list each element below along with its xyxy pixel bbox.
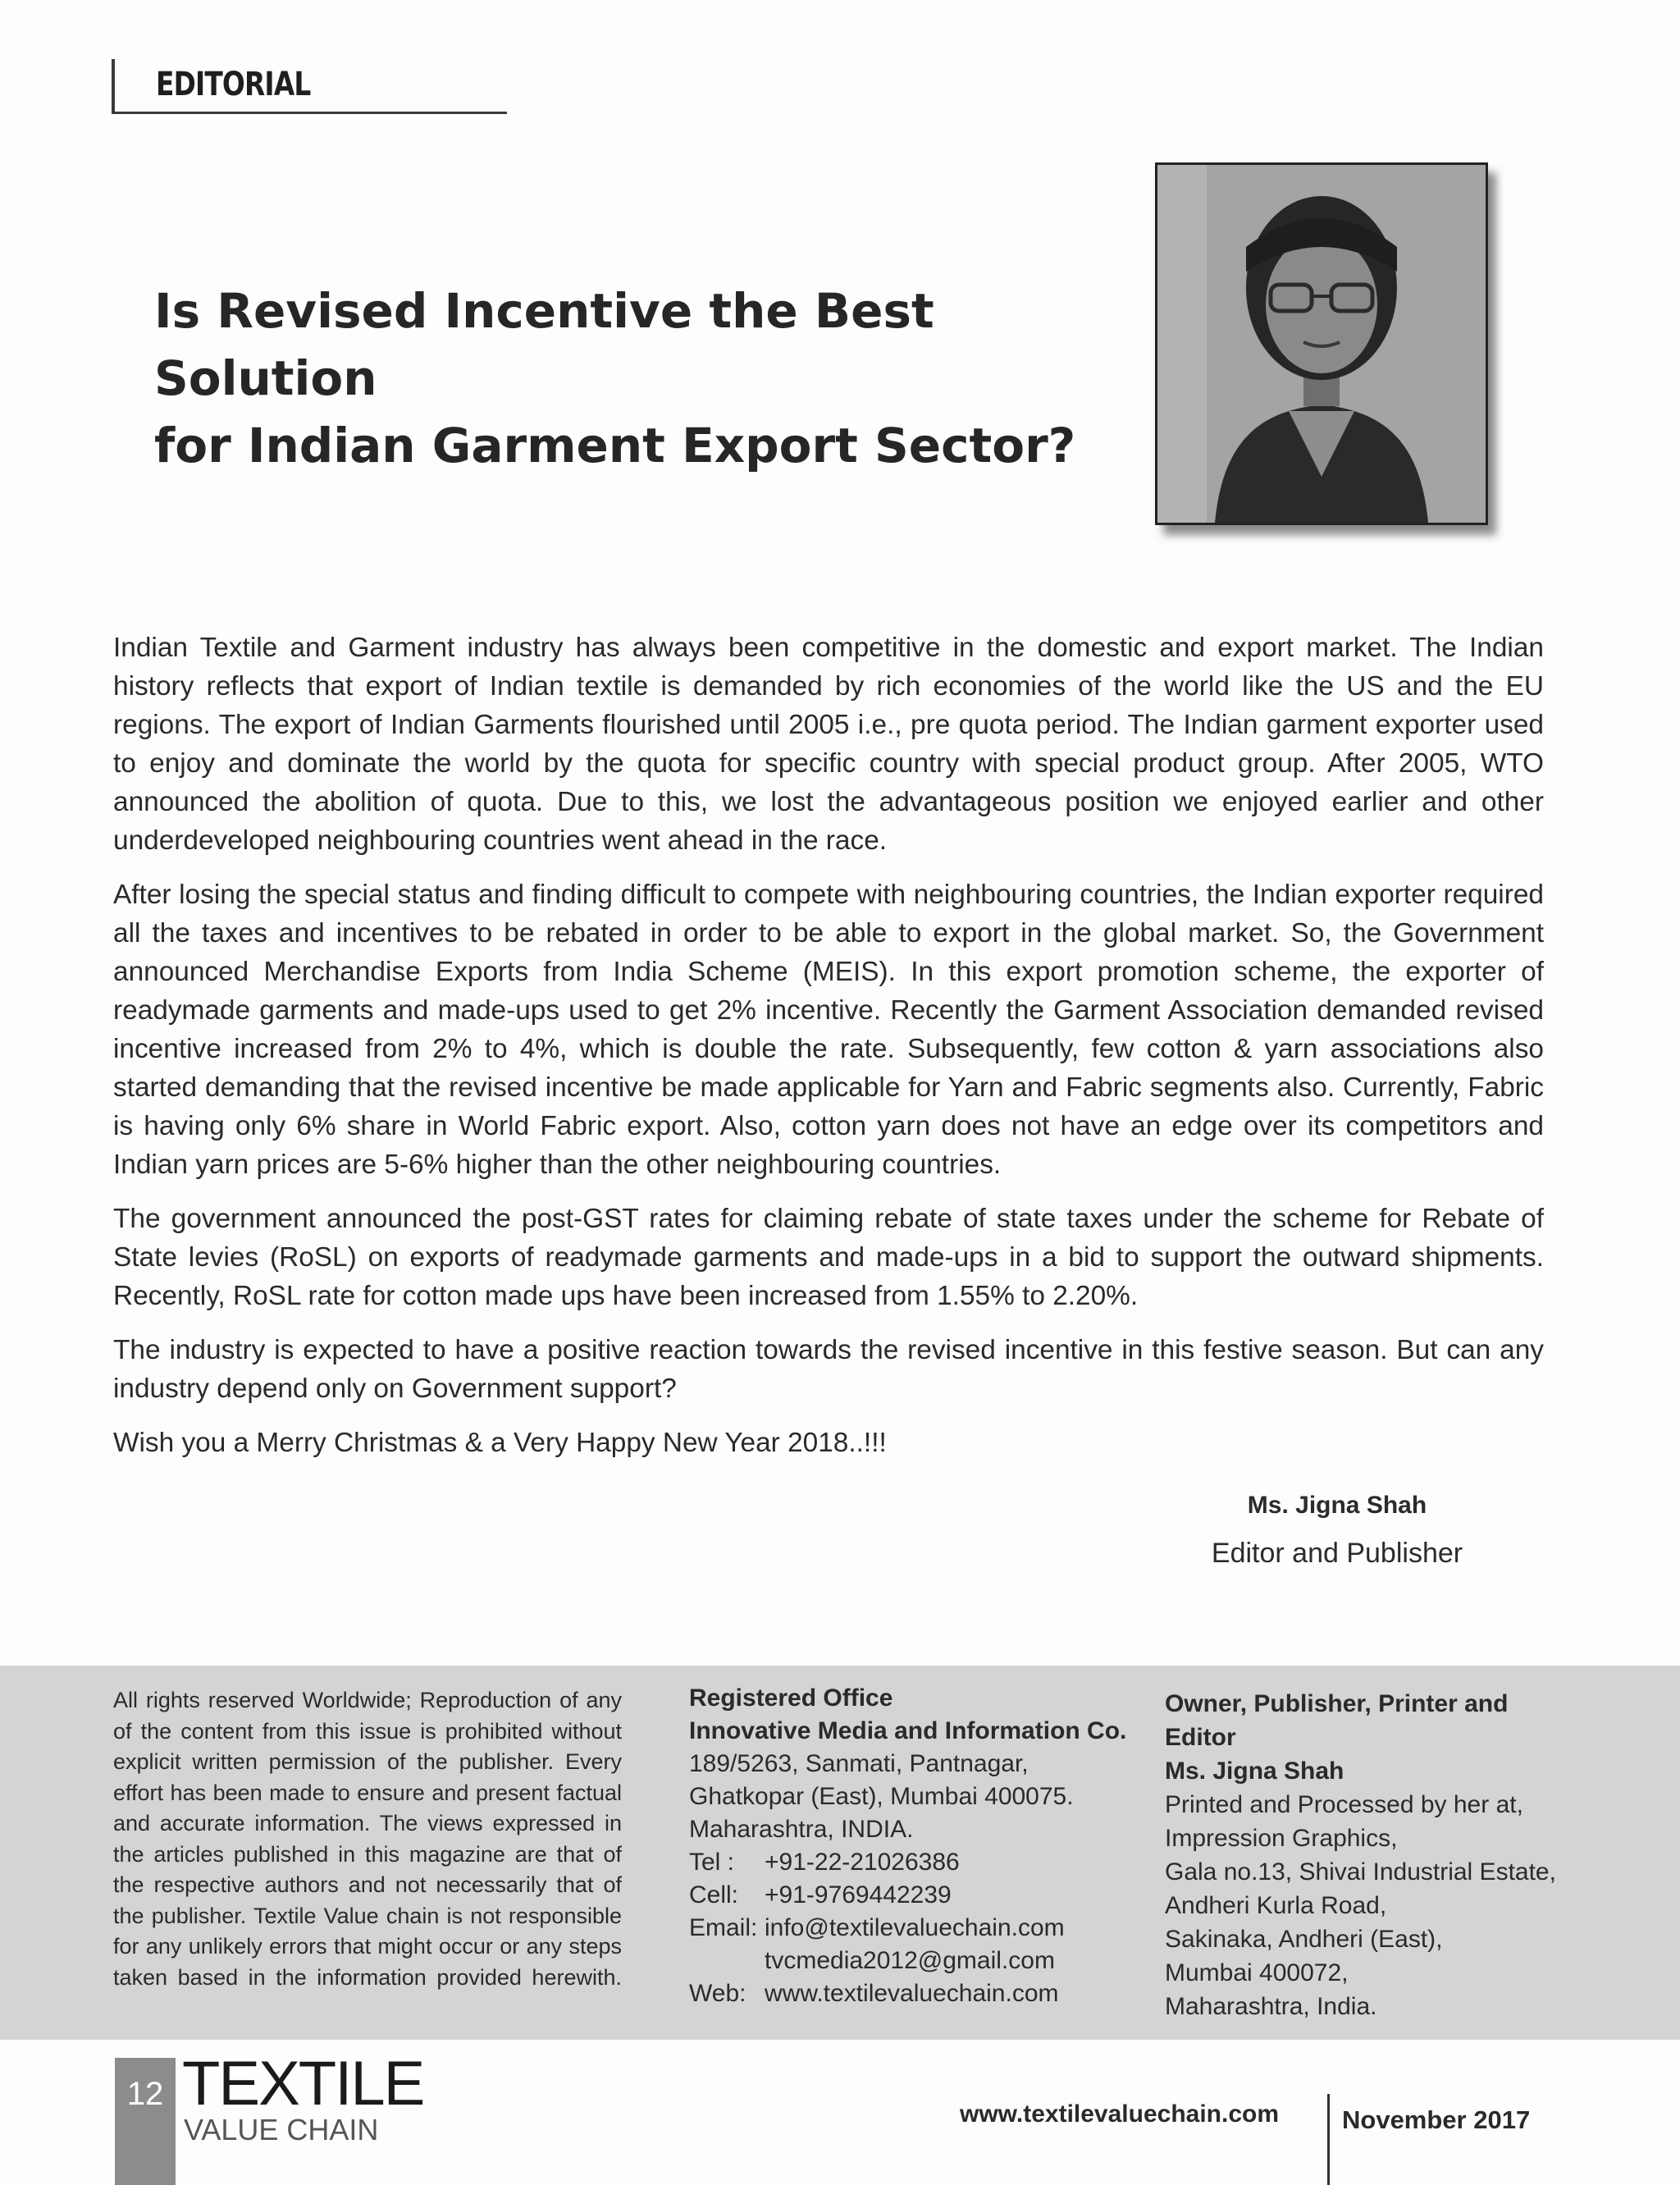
office-address-1: 189/5263, Sanmati, Pantnagar, [689, 1750, 1029, 1777]
body-paragraph-5: Wish you a Merry Christmas & a Very Happy New Year 2018..!!! [113, 1428, 887, 1458]
headline-line-1: Is Revised Incentive the Best Solution [154, 283, 934, 406]
office-heading: Registered Office [689, 1684, 893, 1712]
footer-website-link[interactable]: www.textilevaluechain.com [960, 2100, 1280, 2128]
owner-line-7: Maharashtra, India. [1165, 1993, 1377, 2020]
section-label-text: EDITORIAL [156, 66, 311, 103]
owner-name: Ms. Jigna Shah [1165, 1758, 1344, 1785]
owner-line-3: Gala no.13, Shivai Industrial Estate, [1165, 1858, 1556, 1886]
signature-role: Editor and Publisher [1211, 1538, 1463, 1569]
tel-label: Tel : [689, 1849, 735, 1876]
copyright-disclaimer: All rights reserved Worldwide; Reproduction of any of the content from this issue is prohibited without explicit written permission of the publisher. Every effort has been made to ensure and present factual and accurate information. The views expressed in the articles published in this magazine are that of the respective authors and not necessarily that of the publisher. Textile Value chain is not responsible for any unlikely errors that might occur or any steps taken based in the information provided herewith. [113, 1688, 622, 1990]
owner-line-2: Impression Graphics, [1165, 1825, 1398, 1852]
headline [154, 277, 1106, 479]
magazine-logo-subtitle: VALUE CHAIN [184, 2113, 379, 2146]
magazine-logo-title: TEXTILE [182, 2049, 424, 2119]
cell-label: Cell: [689, 1881, 739, 1908]
editor-portrait-icon [1157, 165, 1486, 523]
office-company: Innovative Media and Information Co. [689, 1717, 1127, 1744]
issue-date: November 2017 [1342, 2105, 1531, 2134]
editor-portrait-photo [1155, 162, 1488, 525]
office-cell-row [689, 1879, 1148, 1912]
office-web-row [689, 1977, 1148, 2010]
owner-line-1: Printed and Processed by her at, [1165, 1791, 1523, 1818]
owner-heading-2: Editor [1165, 1724, 1236, 1751]
owner-details [1165, 1687, 1575, 2023]
headline-line-2: for Indian Garment Export Sector? [154, 418, 1076, 473]
body-paragraph-4: The industry is expected to have a positive reaction towards the revised incentive in this festive season. But can any industry depend only on Government support? [113, 1335, 1544, 1404]
email-value-1[interactable]: info@textilevaluechain.com [765, 1914, 1065, 1941]
web-link[interactable]: www.textilevaluechain.com [765, 1980, 1059, 2007]
office-tel-row [689, 1846, 1148, 1879]
tel-value[interactable]: +91-22-21026386 [765, 1849, 960, 1876]
body-paragraph-2: After losing the special status and finding difficult to compete with neighbouring countries, the Indian exporter required all the taxes and incentives to be rebated in order to be able to export in the global market. So, the Government announced Merchandise Exports from India Scheme (MEIS). In this export promotion scheme, the exporter of readymade garments and made-ups used to get 2% incentive. Recently the Garment Association demanded revised incentive increased from 2% to 4%, which is double the rate. Subsequently, few cotton & yarn associations also started demanding that the revised incentive be made applicable for Yarn and Fabric segments also. Currently, Fabric is having only 6% share in World Fabric export. Also, cotton yarn does not have an edge over its competitors and Indian yarn prices are 5-6% higher than the other neighbouring countries. [113, 880, 1544, 1180]
editorial-body [113, 629, 1544, 1478]
owner-line-6: Mumbai 400072, [1165, 1959, 1349, 1986]
owner-heading-1: Owner, Publisher, Printer and [1165, 1690, 1509, 1717]
email-value-2[interactable]: tvcmedia2012@gmail.com [765, 1947, 1055, 1974]
email-label: Email: [689, 1914, 758, 1941]
web-label: Web: [689, 1980, 746, 2007]
signature-name: Ms. Jigna Shah [1247, 1492, 1427, 1519]
section-label [112, 59, 507, 114]
owner-line-4: Andheri Kurla Road, [1165, 1892, 1387, 1919]
office-address-3: Maharashtra, INDIA. [689, 1816, 914, 1843]
page-number: 12 [126, 2076, 164, 2112]
owner-line-5: Sakinaka, Andheri (East), [1165, 1926, 1443, 1953]
cell-value[interactable]: +91-9769442239 [765, 1881, 952, 1908]
office-address-2: Ghatkopar (East), Mumbai 400075. [689, 1783, 1074, 1810]
body-paragraph-1: Indian Textile and Garment industry has always been competitive in the domestic and export market. The Indian history reflects that export of Indian textile is demanded by rich economies of the world like the US and the EU regions. The export of Indian Garments flourished until 2005 i.e., pre quota period. The Indian garment exporter used to enjoy and dominate the world by the quota for specific country with special product group. After 2005, WTO announced the abolition of quota. Due to this, we lost the advantageous position we enjoyed earlier and other underdeveloped neighbouring countries went ahead in the race. [113, 633, 1544, 856]
office-email-row [689, 1912, 1148, 1945]
office-email-row-2 [689, 1945, 1148, 1977]
registered-office [689, 1682, 1148, 2010]
footer-divider [1327, 2094, 1330, 2185]
body-paragraph-3: The government announced the post-GST rates for claiming rebate of state taxes under the scheme for Rebate of State levies (RoSL) on exports of readymade garments and made-ups in a bid to support the outward shipments. Recently, RoSL rate for cotton made ups have been increased from 1.55% to 2.20%. [113, 1204, 1544, 1311]
